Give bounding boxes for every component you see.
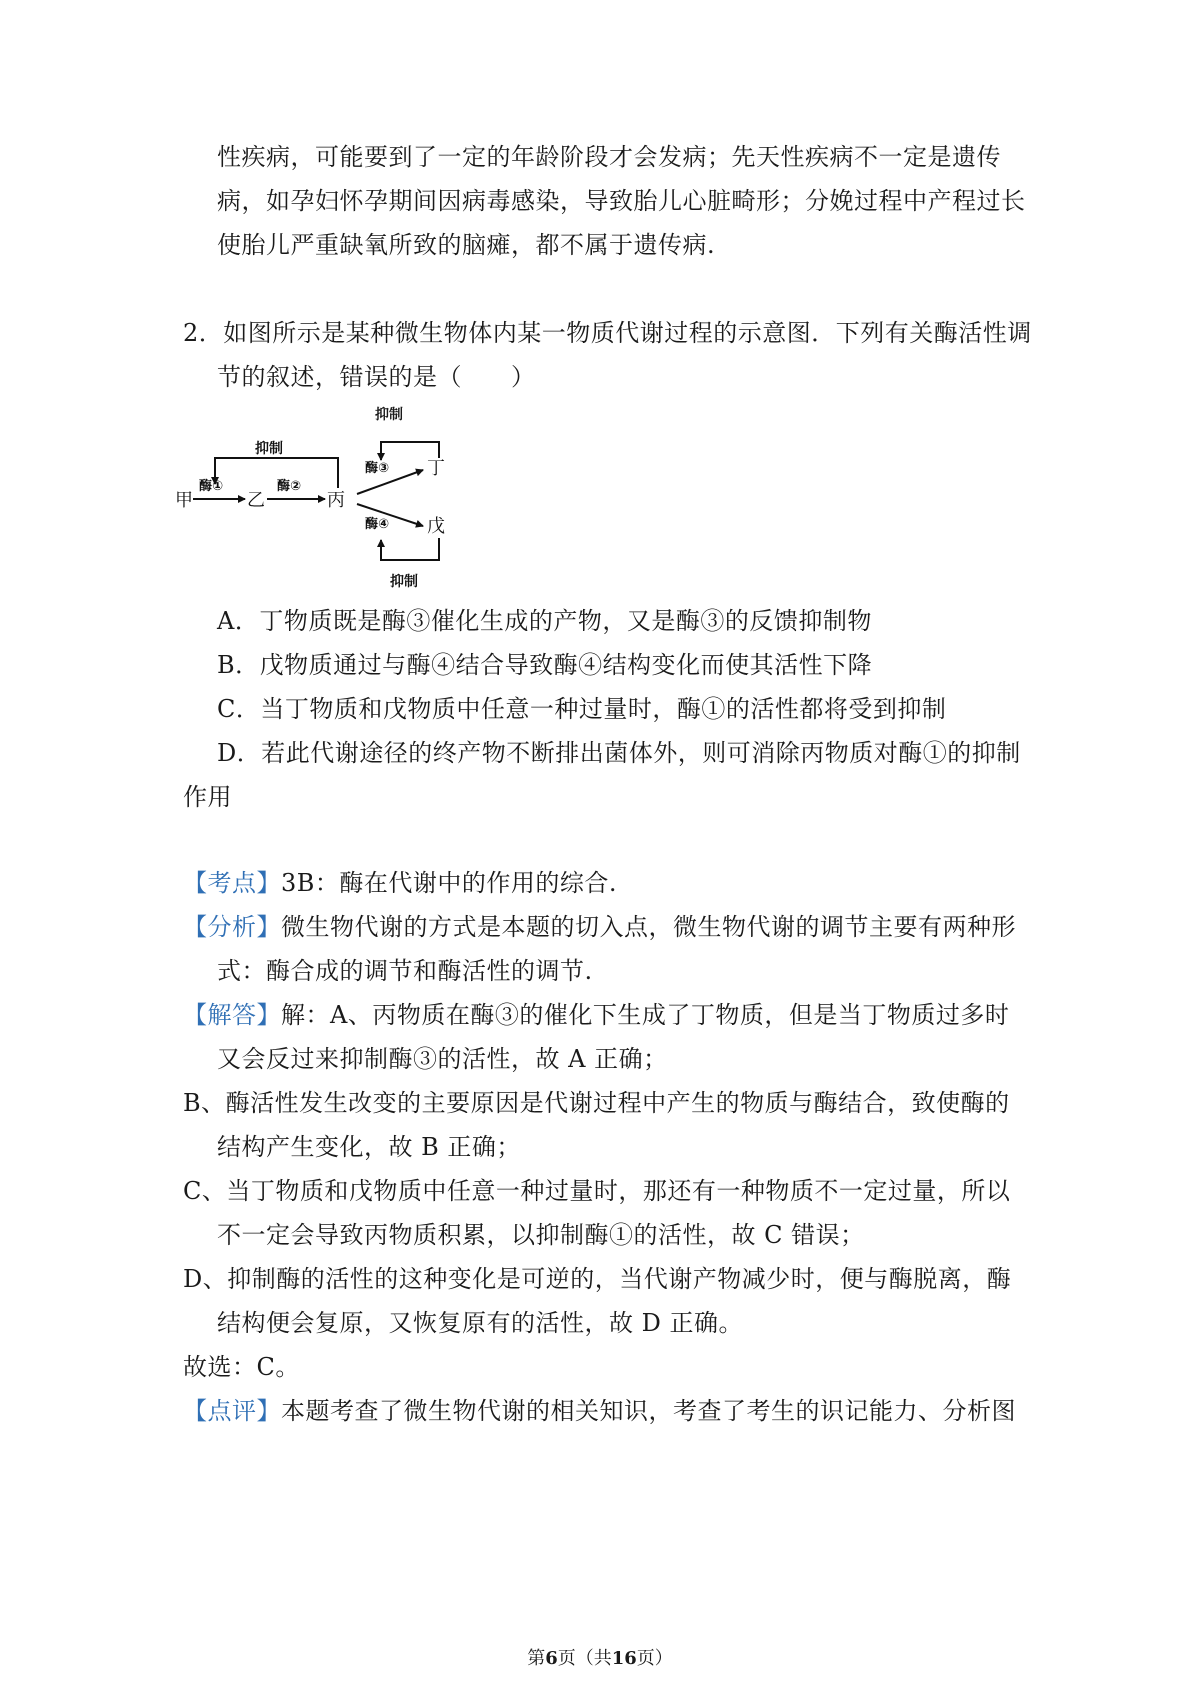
kaodian-line (183, 866, 617, 900)
option-b: B．戊物质通过与酶④结合导致酶④结构变化而使其活性下降 (217, 651, 873, 679)
intro-line-1: 性疾病，可能要到了一定的年龄阶段才会发病；先天性疾病不一定是遗传 (217, 143, 1001, 171)
footer-prefix: 第 (527, 1648, 546, 1669)
footer-middle: 页（共 (557, 1648, 612, 1669)
node-yi: 乙 (247, 490, 265, 511)
question-line-1 (183, 316, 1032, 350)
node-jia: 甲 (175, 490, 193, 511)
label-enzyme-4: 酶④ (365, 517, 390, 532)
option-d-line-1: D．若此代谢途径的终产物不断排出菌体外，则可消除丙物质对酶①的抑制 (217, 739, 1021, 767)
kaodian-tag: 【考点】 (183, 869, 281, 897)
question-stem: 如图所示是某种微生物体内某一物质代谢过程的示意图．下列有关酶活性调 (223, 319, 1032, 347)
inhibit-wu-enzyme-4 (381, 538, 439, 560)
jieda-line-2: 又会反过来抑制酶③的活性，故 A 正确； (217, 1045, 668, 1073)
final-answer: 故选：C。 (183, 1353, 300, 1381)
answer-c-line-2: 不一定会导致丙物质积累，以抑制酶①的活性，故 C 错误； (217, 1221, 865, 1249)
dianping-text: 本题考查了微生物代谢的相关知识，考查了考生的识记能力、分析图 (281, 1397, 1016, 1425)
jieda-line-1 (183, 998, 1009, 1032)
label-enzyme-2: 酶② (277, 479, 302, 494)
footer-total-pages: 16 (611, 1648, 637, 1669)
jieda-text-1: 解：A、丙物质在酶③的催化下生成了丁物质，但是当丁物质过多时 (281, 1001, 1010, 1029)
metabolic-pathway-diagram (175, 440, 495, 600)
label-inhibit-2: 抑制 (375, 407, 403, 423)
jieda-tag: 【解答】 (183, 1001, 281, 1029)
dianping-line (183, 1394, 1016, 1428)
label-inhibit-3: 抑制 (390, 574, 418, 590)
option-c: C．当丁物质和戊物质中任意一种过量时，酶①的活性都将受到抑制 (217, 695, 947, 723)
answer-d-line-2: 结构便会复原，又恢复原有的活性，故 D 正确。 (217, 1309, 743, 1337)
label-enzyme-3: 酶③ (365, 461, 390, 476)
node-bing: 丙 (327, 490, 345, 511)
node-ding: 丁 (427, 458, 445, 479)
fenxi-line-1 (183, 910, 1016, 944)
label-inhibit-1: 抑制 (255, 441, 283, 457)
fenxi-text-1: 微生物代谢的方式是本题的切入点，微生物代谢的调节主要有两种形 (281, 913, 1016, 941)
question-number: 2． (183, 319, 224, 347)
question-line-2: 节的叙述，错误的是（ ） (217, 363, 536, 391)
fenxi-line-2: 式：酶合成的调节和酶活性的调节. (217, 957, 593, 985)
option-a: A．丁物质既是酶③催化生成的产物，又是酶③的反馈抑制物 (217, 607, 872, 635)
footer-suffix: 页） (636, 1648, 673, 1669)
kaodian-text: 3B：酶在代谢中的作用的综合. (281, 869, 618, 897)
footer-page-number: 6 (545, 1648, 558, 1669)
answer-b-line-1: B、酶活性发生改变的主要原因是代谢过程中产生的物质与酶结合，致使酶的 (183, 1089, 1010, 1117)
option-d-line-2: 作用 (183, 783, 232, 811)
fenxi-tag: 【分析】 (183, 913, 281, 941)
label-enzyme-1: 酶① (199, 479, 224, 494)
intro-line-3: 使胎儿严重缺氧所致的脑瘫，都不属于遗传病. (217, 231, 716, 259)
dianping-tag: 【点评】 (183, 1397, 281, 1425)
answer-b-line-2: 结构产生变化，故 B 正确； (217, 1133, 521, 1161)
answer-d-line-1: D、抑制酶的活性的这种变化是可逆的，当代谢产物减少时，便与酶脱离，酶 (183, 1265, 1012, 1293)
intro-line-2: 病，如孕妇怀孕期间因病毒感染，导致胎儿心脏畸形；分娩过程中产程过长 (217, 187, 1026, 215)
node-wu: 戊 (427, 516, 445, 537)
page-footer (0, 1648, 1200, 1670)
answer-c-line-1: C、当丁物质和戊物质中任意一种过量时，那还有一种物质不一定过量，所以 (183, 1177, 1011, 1205)
